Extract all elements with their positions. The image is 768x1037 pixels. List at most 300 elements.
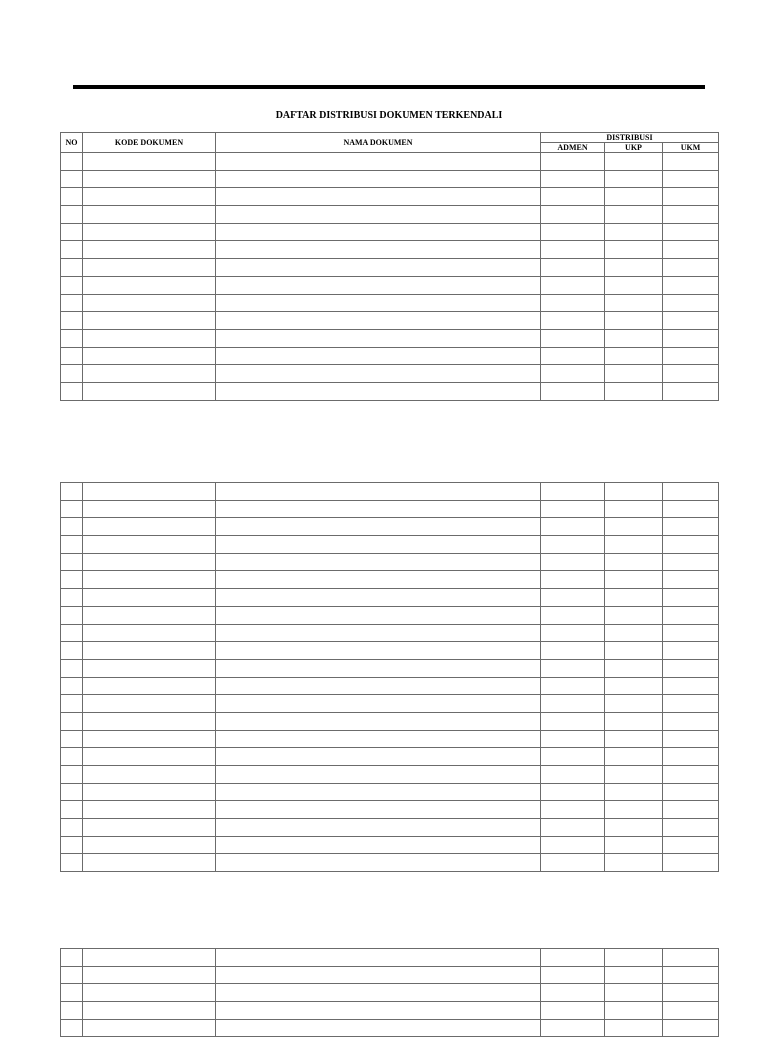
cell-ukp[interactable]: [605, 730, 663, 748]
table-row: [61, 553, 719, 571]
cell-admen[interactable]: [541, 624, 605, 642]
cell-no[interactable]: [61, 712, 83, 730]
cell-nama-dokumen[interactable]: [216, 677, 541, 695]
table-row: [61, 153, 719, 171]
table-row: [61, 642, 719, 660]
cell-kode-dokumen[interactable]: [83, 1019, 216, 1037]
cell-ukp[interactable]: [605, 241, 663, 259]
cell-nama-dokumen[interactable]: [216, 966, 541, 984]
cell-admen[interactable]: [541, 677, 605, 695]
cell-ukp[interactable]: [605, 801, 663, 819]
cell-nama-dokumen[interactable]: [216, 783, 541, 801]
cell-admen[interactable]: [541, 1002, 605, 1020]
top-rule: [73, 85, 705, 89]
cell-kode-dokumen[interactable]: [83, 329, 216, 347]
cell-nama-dokumen[interactable]: [216, 730, 541, 748]
table-row: [61, 783, 719, 801]
cell-ukp[interactable]: [605, 966, 663, 984]
cell-ukp[interactable]: [605, 606, 663, 624]
cell-ukp[interactable]: [605, 518, 663, 536]
cell-kode-dokumen[interactable]: [83, 276, 216, 294]
cell-ukp[interactable]: [605, 312, 663, 330]
cell-no[interactable]: [61, 854, 83, 872]
cell-ukm[interactable]: [663, 571, 719, 589]
cell-no[interactable]: [61, 276, 83, 294]
cell-ukm[interactable]: [663, 801, 719, 819]
cell-no[interactable]: [61, 836, 83, 854]
table-row: [61, 966, 719, 984]
cell-no[interactable]: [61, 730, 83, 748]
cell-kode-dokumen[interactable]: [83, 188, 216, 206]
cell-kode-dokumen[interactable]: [83, 241, 216, 259]
cell-no[interactable]: [61, 659, 83, 677]
table-row: [61, 571, 719, 589]
cell-no[interactable]: [61, 206, 83, 224]
cell-nama-dokumen[interactable]: [216, 589, 541, 607]
cell-no[interactable]: [61, 500, 83, 518]
cell-kode-dokumen[interactable]: [83, 783, 216, 801]
cell-ukm[interactable]: [663, 329, 719, 347]
cell-nama-dokumen[interactable]: [216, 766, 541, 784]
table-row: [61, 223, 719, 241]
cell-kode-dokumen[interactable]: [83, 223, 216, 241]
cell-nama-dokumen[interactable]: [216, 801, 541, 819]
cell-nama-dokumen[interactable]: [216, 312, 541, 330]
cell-admen[interactable]: [541, 312, 605, 330]
cell-ukm[interactable]: [663, 819, 719, 837]
table-row: [61, 984, 719, 1002]
cell-no[interactable]: [61, 483, 83, 501]
cell-admen[interactable]: [541, 347, 605, 365]
cell-nama-dokumen[interactable]: [216, 170, 541, 188]
table-row: [61, 312, 719, 330]
cell-nama-dokumen[interactable]: [216, 659, 541, 677]
cell-no[interactable]: [61, 536, 83, 554]
cell-no[interactable]: [61, 553, 83, 571]
table-row: [61, 188, 719, 206]
cell-no[interactable]: [61, 294, 83, 312]
cell-admen[interactable]: [541, 518, 605, 536]
cell-ukm[interactable]: [663, 966, 719, 984]
cell-kode-dokumen[interactable]: [83, 536, 216, 554]
table-body-1: [61, 153, 719, 401]
cell-admen[interactable]: [541, 241, 605, 259]
cell-ukm[interactable]: [663, 624, 719, 642]
cell-admen[interactable]: [541, 659, 605, 677]
cell-nama-dokumen[interactable]: [216, 276, 541, 294]
cell-ukm[interactable]: [663, 642, 719, 660]
cell-admen[interactable]: [541, 571, 605, 589]
cell-kode-dokumen[interactable]: [83, 659, 216, 677]
document-title: DAFTAR DISTRIBUSI DOKUMEN TERKENDALI: [275, 110, 503, 121]
cell-admen[interactable]: [541, 365, 605, 383]
cell-no[interactable]: [61, 571, 83, 589]
cell-ukm[interactable]: [663, 748, 719, 766]
table-row: [61, 329, 719, 347]
cell-no[interactable]: [61, 606, 83, 624]
header-kode-dokumen: KODE DOKUMEN: [83, 133, 216, 153]
cell-kode-dokumen[interactable]: [83, 801, 216, 819]
cell-admen[interactable]: [541, 854, 605, 872]
table-row: [61, 949, 719, 967]
cell-kode-dokumen[interactable]: [83, 365, 216, 383]
cell-admen[interactable]: [541, 801, 605, 819]
cell-ukp[interactable]: [605, 329, 663, 347]
cell-ukp[interactable]: [605, 712, 663, 730]
cell-ukp[interactable]: [605, 276, 663, 294]
cell-no[interactable]: [61, 188, 83, 206]
cell-no[interactable]: [61, 1019, 83, 1037]
cell-kode-dokumen[interactable]: [83, 949, 216, 967]
cell-admen[interactable]: [541, 748, 605, 766]
cell-ukp[interactable]: [605, 819, 663, 837]
cell-no[interactable]: [61, 241, 83, 259]
cell-no[interactable]: [61, 984, 83, 1002]
cell-no[interactable]: [61, 695, 83, 713]
cell-admen[interactable]: [541, 153, 605, 171]
cell-no[interactable]: [61, 819, 83, 837]
cell-admen[interactable]: [541, 836, 605, 854]
table-row: [61, 695, 719, 713]
table-row: [61, 836, 719, 854]
header-no: NO: [61, 133, 83, 153]
cell-ukm[interactable]: [663, 223, 719, 241]
cell-kode-dokumen[interactable]: [83, 153, 216, 171]
cell-admen[interactable]: [541, 642, 605, 660]
cell-ukp[interactable]: [605, 783, 663, 801]
cell-admen[interactable]: [541, 766, 605, 784]
cell-admen[interactable]: [541, 730, 605, 748]
cell-ukm[interactable]: [663, 659, 719, 677]
cell-ukp[interactable]: [605, 500, 663, 518]
cell-ukp[interactable]: [605, 170, 663, 188]
cell-kode-dokumen[interactable]: [83, 836, 216, 854]
cell-nama-dokumen[interactable]: [216, 819, 541, 837]
cell-kode-dokumen[interactable]: [83, 712, 216, 730]
cell-nama-dokumen[interactable]: [216, 241, 541, 259]
cell-ukp[interactable]: [605, 483, 663, 501]
table-row: [61, 712, 719, 730]
cell-admen[interactable]: [541, 984, 605, 1002]
cell-ukp[interactable]: [605, 949, 663, 967]
cell-no[interactable]: [61, 382, 83, 400]
cell-kode-dokumen[interactable]: [83, 677, 216, 695]
cell-admen[interactable]: [541, 589, 605, 607]
table-row: [61, 294, 719, 312]
cell-ukp[interactable]: [605, 677, 663, 695]
cell-nama-dokumen[interactable]: [216, 500, 541, 518]
cell-kode-dokumen[interactable]: [83, 966, 216, 984]
cell-ukp[interactable]: [605, 642, 663, 660]
cell-no[interactable]: [61, 259, 83, 277]
cell-ukm[interactable]: [663, 500, 719, 518]
cell-nama-dokumen[interactable]: [216, 571, 541, 589]
table-row: [61, 606, 719, 624]
cell-admen[interactable]: [541, 188, 605, 206]
cell-kode-dokumen[interactable]: [83, 730, 216, 748]
cell-admen[interactable]: [541, 1019, 605, 1037]
cell-kode-dokumen[interactable]: [83, 606, 216, 624]
table-row: [61, 748, 719, 766]
cell-no[interactable]: [61, 170, 83, 188]
cell-nama-dokumen[interactable]: [216, 1002, 541, 1020]
cell-ukm[interactable]: [663, 259, 719, 277]
cell-nama-dokumen[interactable]: [216, 984, 541, 1002]
table-row: [61, 536, 719, 554]
table-row: [61, 259, 719, 277]
cell-no[interactable]: [61, 748, 83, 766]
cell-ukm[interactable]: [663, 783, 719, 801]
cell-ukm[interactable]: [663, 677, 719, 695]
cell-admen[interactable]: [541, 695, 605, 713]
table-row: [61, 589, 719, 607]
cell-ukm[interactable]: [663, 536, 719, 554]
cell-ukm[interactable]: [663, 766, 719, 784]
cell-ukm[interactable]: [663, 206, 719, 224]
cell-ukp[interactable]: [605, 1002, 663, 1020]
cell-kode-dokumen[interactable]: [83, 259, 216, 277]
cell-no[interactable]: [61, 801, 83, 819]
cell-kode-dokumen[interactable]: [83, 382, 216, 400]
cell-ukm[interactable]: [663, 854, 719, 872]
cell-kode-dokumen[interactable]: [83, 312, 216, 330]
cell-ukp[interactable]: [605, 854, 663, 872]
cell-ukm[interactable]: [663, 312, 719, 330]
cell-ukm[interactable]: [663, 836, 719, 854]
cell-no[interactable]: [61, 347, 83, 365]
cell-ukp[interactable]: [605, 365, 663, 383]
cell-no[interactable]: [61, 783, 83, 801]
cell-ukp[interactable]: [605, 206, 663, 224]
table-body-2: [61, 483, 719, 872]
cell-ukm[interactable]: [663, 730, 719, 748]
table-row: [61, 766, 719, 784]
table-row: [61, 819, 719, 837]
cell-ukp[interactable]: [605, 553, 663, 571]
cell-nama-dokumen[interactable]: [216, 1019, 541, 1037]
cell-admen[interactable]: [541, 500, 605, 518]
cell-ukp[interactable]: [605, 536, 663, 554]
cell-kode-dokumen[interactable]: [83, 553, 216, 571]
cell-ukp[interactable]: [605, 347, 663, 365]
header-ukm: UKM: [663, 143, 719, 153]
cell-kode-dokumen[interactable]: [83, 589, 216, 607]
cell-admen[interactable]: [541, 949, 605, 967]
cell-ukp[interactable]: [605, 1019, 663, 1037]
cell-kode-dokumen[interactable]: [83, 483, 216, 501]
cell-admen[interactable]: [541, 276, 605, 294]
cell-kode-dokumen[interactable]: [83, 170, 216, 188]
cell-no[interactable]: [61, 624, 83, 642]
cell-ukp[interactable]: [605, 188, 663, 206]
cell-nama-dokumen[interactable]: [216, 624, 541, 642]
cell-kode-dokumen[interactable]: [83, 571, 216, 589]
cell-ukm[interactable]: [663, 695, 719, 713]
cell-kode-dokumen[interactable]: [83, 1002, 216, 1020]
cell-ukm[interactable]: [663, 382, 719, 400]
cell-no[interactable]: [61, 766, 83, 784]
cell-admen[interactable]: [541, 206, 605, 224]
cell-nama-dokumen[interactable]: [216, 854, 541, 872]
cell-ukp[interactable]: [605, 259, 663, 277]
cell-kode-dokumen[interactable]: [83, 819, 216, 837]
cell-nama-dokumen[interactable]: [216, 642, 541, 660]
cell-admen[interactable]: [541, 329, 605, 347]
cell-ukm[interactable]: [663, 153, 719, 171]
cell-kode-dokumen[interactable]: [83, 518, 216, 536]
cell-ukp[interactable]: [605, 589, 663, 607]
cell-nama-dokumen[interactable]: [216, 365, 541, 383]
cell-kode-dokumen[interactable]: [83, 347, 216, 365]
cell-nama-dokumen[interactable]: [216, 748, 541, 766]
cell-admen[interactable]: [541, 259, 605, 277]
table-row: [61, 801, 719, 819]
cell-ukm[interactable]: [663, 241, 719, 259]
cell-ukm[interactable]: [663, 1019, 719, 1037]
cell-admen[interactable]: [541, 223, 605, 241]
cell-kode-dokumen[interactable]: [83, 984, 216, 1002]
cell-admen[interactable]: [541, 382, 605, 400]
cell-ukp[interactable]: [605, 624, 663, 642]
table-row: [61, 276, 719, 294]
cell-ukm[interactable]: [663, 1002, 719, 1020]
cell-nama-dokumen[interactable]: [216, 536, 541, 554]
distribution-table-1: [60, 132, 719, 401]
cell-admen[interactable]: [541, 783, 605, 801]
cell-kode-dokumen[interactable]: [83, 766, 216, 784]
cell-ukp[interactable]: [605, 984, 663, 1002]
cell-ukm[interactable]: [663, 483, 719, 501]
table-row: [61, 677, 719, 695]
cell-admen[interactable]: [541, 712, 605, 730]
cell-ukp[interactable]: [605, 294, 663, 312]
header-nama-dokumen: NAMA DOKUMEN: [216, 133, 541, 153]
cell-no[interactable]: [61, 589, 83, 607]
cell-nama-dokumen[interactable]: [216, 347, 541, 365]
cell-ukm[interactable]: [663, 606, 719, 624]
cell-ukp[interactable]: [605, 766, 663, 784]
cell-kode-dokumen[interactable]: [83, 624, 216, 642]
table-row: [61, 365, 719, 383]
cell-ukm[interactable]: [663, 984, 719, 1002]
cell-admen[interactable]: [541, 294, 605, 312]
cell-ukm[interactable]: [663, 294, 719, 312]
cell-ukm[interactable]: [663, 276, 719, 294]
table-row: [61, 500, 719, 518]
cell-kode-dokumen[interactable]: [83, 642, 216, 660]
cell-admen[interactable]: [541, 819, 605, 837]
cell-nama-dokumen[interactable]: [216, 206, 541, 224]
table-row: [61, 347, 719, 365]
cell-nama-dokumen[interactable]: [216, 836, 541, 854]
cell-no[interactable]: [61, 677, 83, 695]
table-row: [61, 382, 719, 400]
cell-no[interactable]: [61, 365, 83, 383]
table-row: [61, 1002, 719, 1020]
cell-no[interactable]: [61, 223, 83, 241]
table-row: [61, 241, 719, 259]
cell-ukm[interactable]: [663, 365, 719, 383]
cell-no[interactable]: [61, 949, 83, 967]
cell-ukm[interactable]: [663, 712, 719, 730]
cell-ukm[interactable]: [663, 949, 719, 967]
cell-kode-dokumen[interactable]: [83, 748, 216, 766]
cell-nama-dokumen[interactable]: [216, 294, 541, 312]
cell-nama-dokumen[interactable]: [216, 153, 541, 171]
header-admen: ADMEN: [541, 143, 605, 153]
cell-ukm[interactable]: [663, 188, 719, 206]
cell-no[interactable]: [61, 642, 83, 660]
cell-admen[interactable]: [541, 483, 605, 501]
table-row: [61, 170, 719, 188]
cell-ukm[interactable]: [663, 518, 719, 536]
cell-nama-dokumen[interactable]: [216, 382, 541, 400]
table-row: [61, 854, 719, 872]
cell-ukm[interactable]: [663, 170, 719, 188]
table-row: [61, 1019, 719, 1037]
cell-nama-dokumen[interactable]: [216, 606, 541, 624]
cell-kode-dokumen[interactable]: [83, 695, 216, 713]
table-row: [61, 624, 719, 642]
cell-no[interactable]: [61, 518, 83, 536]
cell-no[interactable]: [61, 1002, 83, 1020]
cell-admen[interactable]: [541, 170, 605, 188]
cell-nama-dokumen[interactable]: [216, 223, 541, 241]
cell-kode-dokumen[interactable]: [83, 206, 216, 224]
cell-kode-dokumen[interactable]: [83, 294, 216, 312]
cell-ukp[interactable]: [605, 571, 663, 589]
table-row: [61, 483, 719, 501]
cell-ukp[interactable]: [605, 836, 663, 854]
table-row: [61, 206, 719, 224]
cell-admen[interactable]: [541, 606, 605, 624]
cell-nama-dokumen[interactable]: [216, 188, 541, 206]
cell-ukm[interactable]: [663, 553, 719, 571]
cell-no[interactable]: [61, 153, 83, 171]
cell-ukp[interactable]: [605, 223, 663, 241]
table-row: [61, 518, 719, 536]
cell-ukp[interactable]: [605, 748, 663, 766]
cell-kode-dokumen[interactable]: [83, 854, 216, 872]
distribution-table-2: [60, 482, 719, 872]
cell-kode-dokumen[interactable]: [83, 500, 216, 518]
cell-no[interactable]: [61, 966, 83, 984]
cell-ukm[interactable]: [663, 589, 719, 607]
cell-nama-dokumen[interactable]: [216, 518, 541, 536]
cell-admen[interactable]: [541, 553, 605, 571]
cell-admen[interactable]: [541, 536, 605, 554]
cell-no[interactable]: [61, 329, 83, 347]
cell-nama-dokumen[interactable]: [216, 712, 541, 730]
header-ukp: UKP: [605, 143, 663, 153]
cell-nama-dokumen[interactable]: [216, 329, 541, 347]
table-row: [61, 659, 719, 677]
cell-ukm[interactable]: [663, 347, 719, 365]
table-row: [61, 730, 719, 748]
cell-nama-dokumen[interactable]: [216, 695, 541, 713]
cell-ukp[interactable]: [605, 153, 663, 171]
cell-nama-dokumen[interactable]: [216, 259, 541, 277]
cell-ukp[interactable]: [605, 382, 663, 400]
cell-nama-dokumen[interactable]: [216, 483, 541, 501]
cell-ukp[interactable]: [605, 695, 663, 713]
cell-ukp[interactable]: [605, 659, 663, 677]
header-distribusi: DISTRIBUSI: [541, 133, 719, 143]
cell-admen[interactable]: [541, 966, 605, 984]
cell-nama-dokumen[interactable]: [216, 949, 541, 967]
cell-nama-dokumen[interactable]: [216, 553, 541, 571]
cell-no[interactable]: [61, 312, 83, 330]
